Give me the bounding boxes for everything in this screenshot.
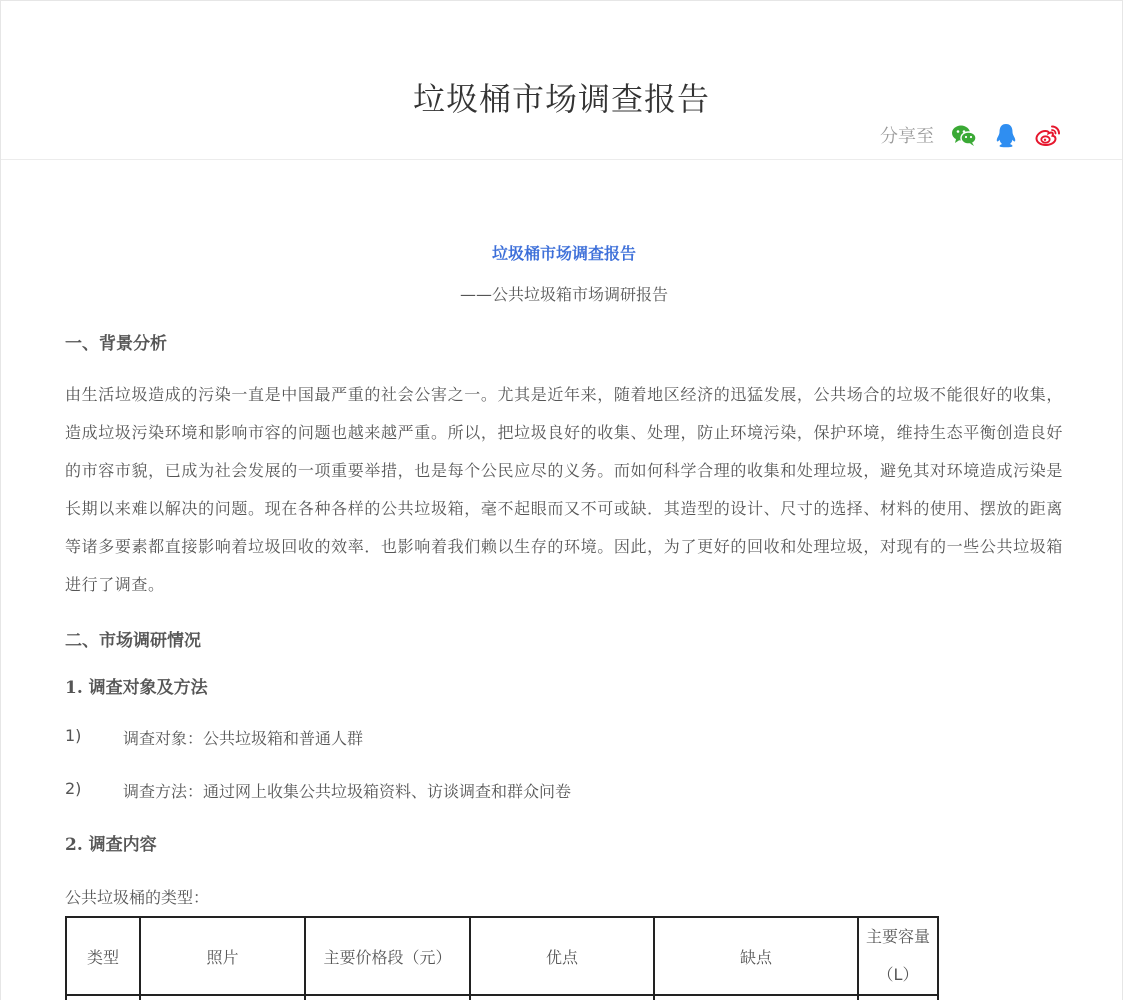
table-cell (66, 995, 140, 1000)
list-text: 调查方法：通过网上收集公共垃圾箱资料、访谈调查和群众问卷 (123, 782, 572, 801)
table-caption: 公共垃圾桶的类型： (65, 888, 210, 907)
list-item (65, 779, 1063, 802)
table-header-cell: 优点 (470, 917, 654, 995)
list-text: 调查对象：公共垃圾箱和普通人群 (123, 729, 364, 748)
table-cell (654, 995, 858, 1000)
subsection-heading-methods: 1. 调查对象及方法 (65, 678, 208, 698)
table-header-cell: 缺点 (654, 917, 858, 995)
table-cell (858, 995, 938, 1000)
article-title: 垃圾桶市场调查报告 (491, 244, 636, 263)
header (1, 1, 1122, 160)
section-heading-background: 一、背景分析 (65, 334, 167, 354)
article-subtitle: ——公共垃圾箱市场调研报告 (459, 285, 668, 304)
subsection-heading-content: 2. 调查内容 (65, 835, 157, 855)
section-heading-market: 二、市场调研情况 (65, 631, 201, 651)
list-item (65, 726, 1063, 749)
trash-bin-types-table (65, 916, 939, 1000)
table-cell (305, 995, 470, 1000)
table-header-cell: 主要价格段（元） (305, 917, 470, 995)
qq-icon[interactable] (992, 121, 1020, 149)
page-title: 垃圾桶市场调查报告 (412, 80, 710, 119)
table-header-row (66, 917, 938, 995)
table-header-cell: 类型 (66, 917, 140, 995)
wechat-icon[interactable] (950, 121, 978, 149)
table-cell (470, 995, 654, 1000)
share-label: 分享至 (880, 126, 934, 147)
table-row (66, 995, 938, 1000)
table-cell-photo (140, 995, 305, 1000)
article-body (65, 241, 1063, 1000)
table-header-cell: 主要容量（L） (858, 917, 938, 995)
weibo-icon[interactable] (1034, 121, 1062, 149)
list-number: 1) (65, 726, 82, 745)
share-bar (880, 121, 1062, 149)
table-header-cell: 照片 (140, 917, 305, 995)
background-paragraph: 由生活垃圾造成的污染一直是中国最严重的社会公害之一。尤其是近年来，随着地区经济的迅猛发展，公共场合的垃圾不能很好的收集，造成垃圾污染环境和影响市容的问题也越来越严重。所以，把垃圾良好的收集、处理，防止环境污染，保护环境，维持生态平衡创造良好的市容市貌，已成为社会发展的一项重要举措，也是每个公民应尽的义务。而如何科学合理的收集和处理垃圾，避免其对环境造成污染是长期以来难以解决的问题。现在各种各样的公共垃圾箱，毫不起眼而又不可或缺．其造型的设计、尺寸的选择、材料的使用、摆放的距离等诸多要素都直接影响着垃圾回收的效率．也影响着我们赖以生存的环境。因此，为了更好的回收和处理垃圾，对现有的一些公共垃圾箱进行了调查。 (65, 385, 1063, 594)
list-number: 2) (65, 779, 82, 798)
